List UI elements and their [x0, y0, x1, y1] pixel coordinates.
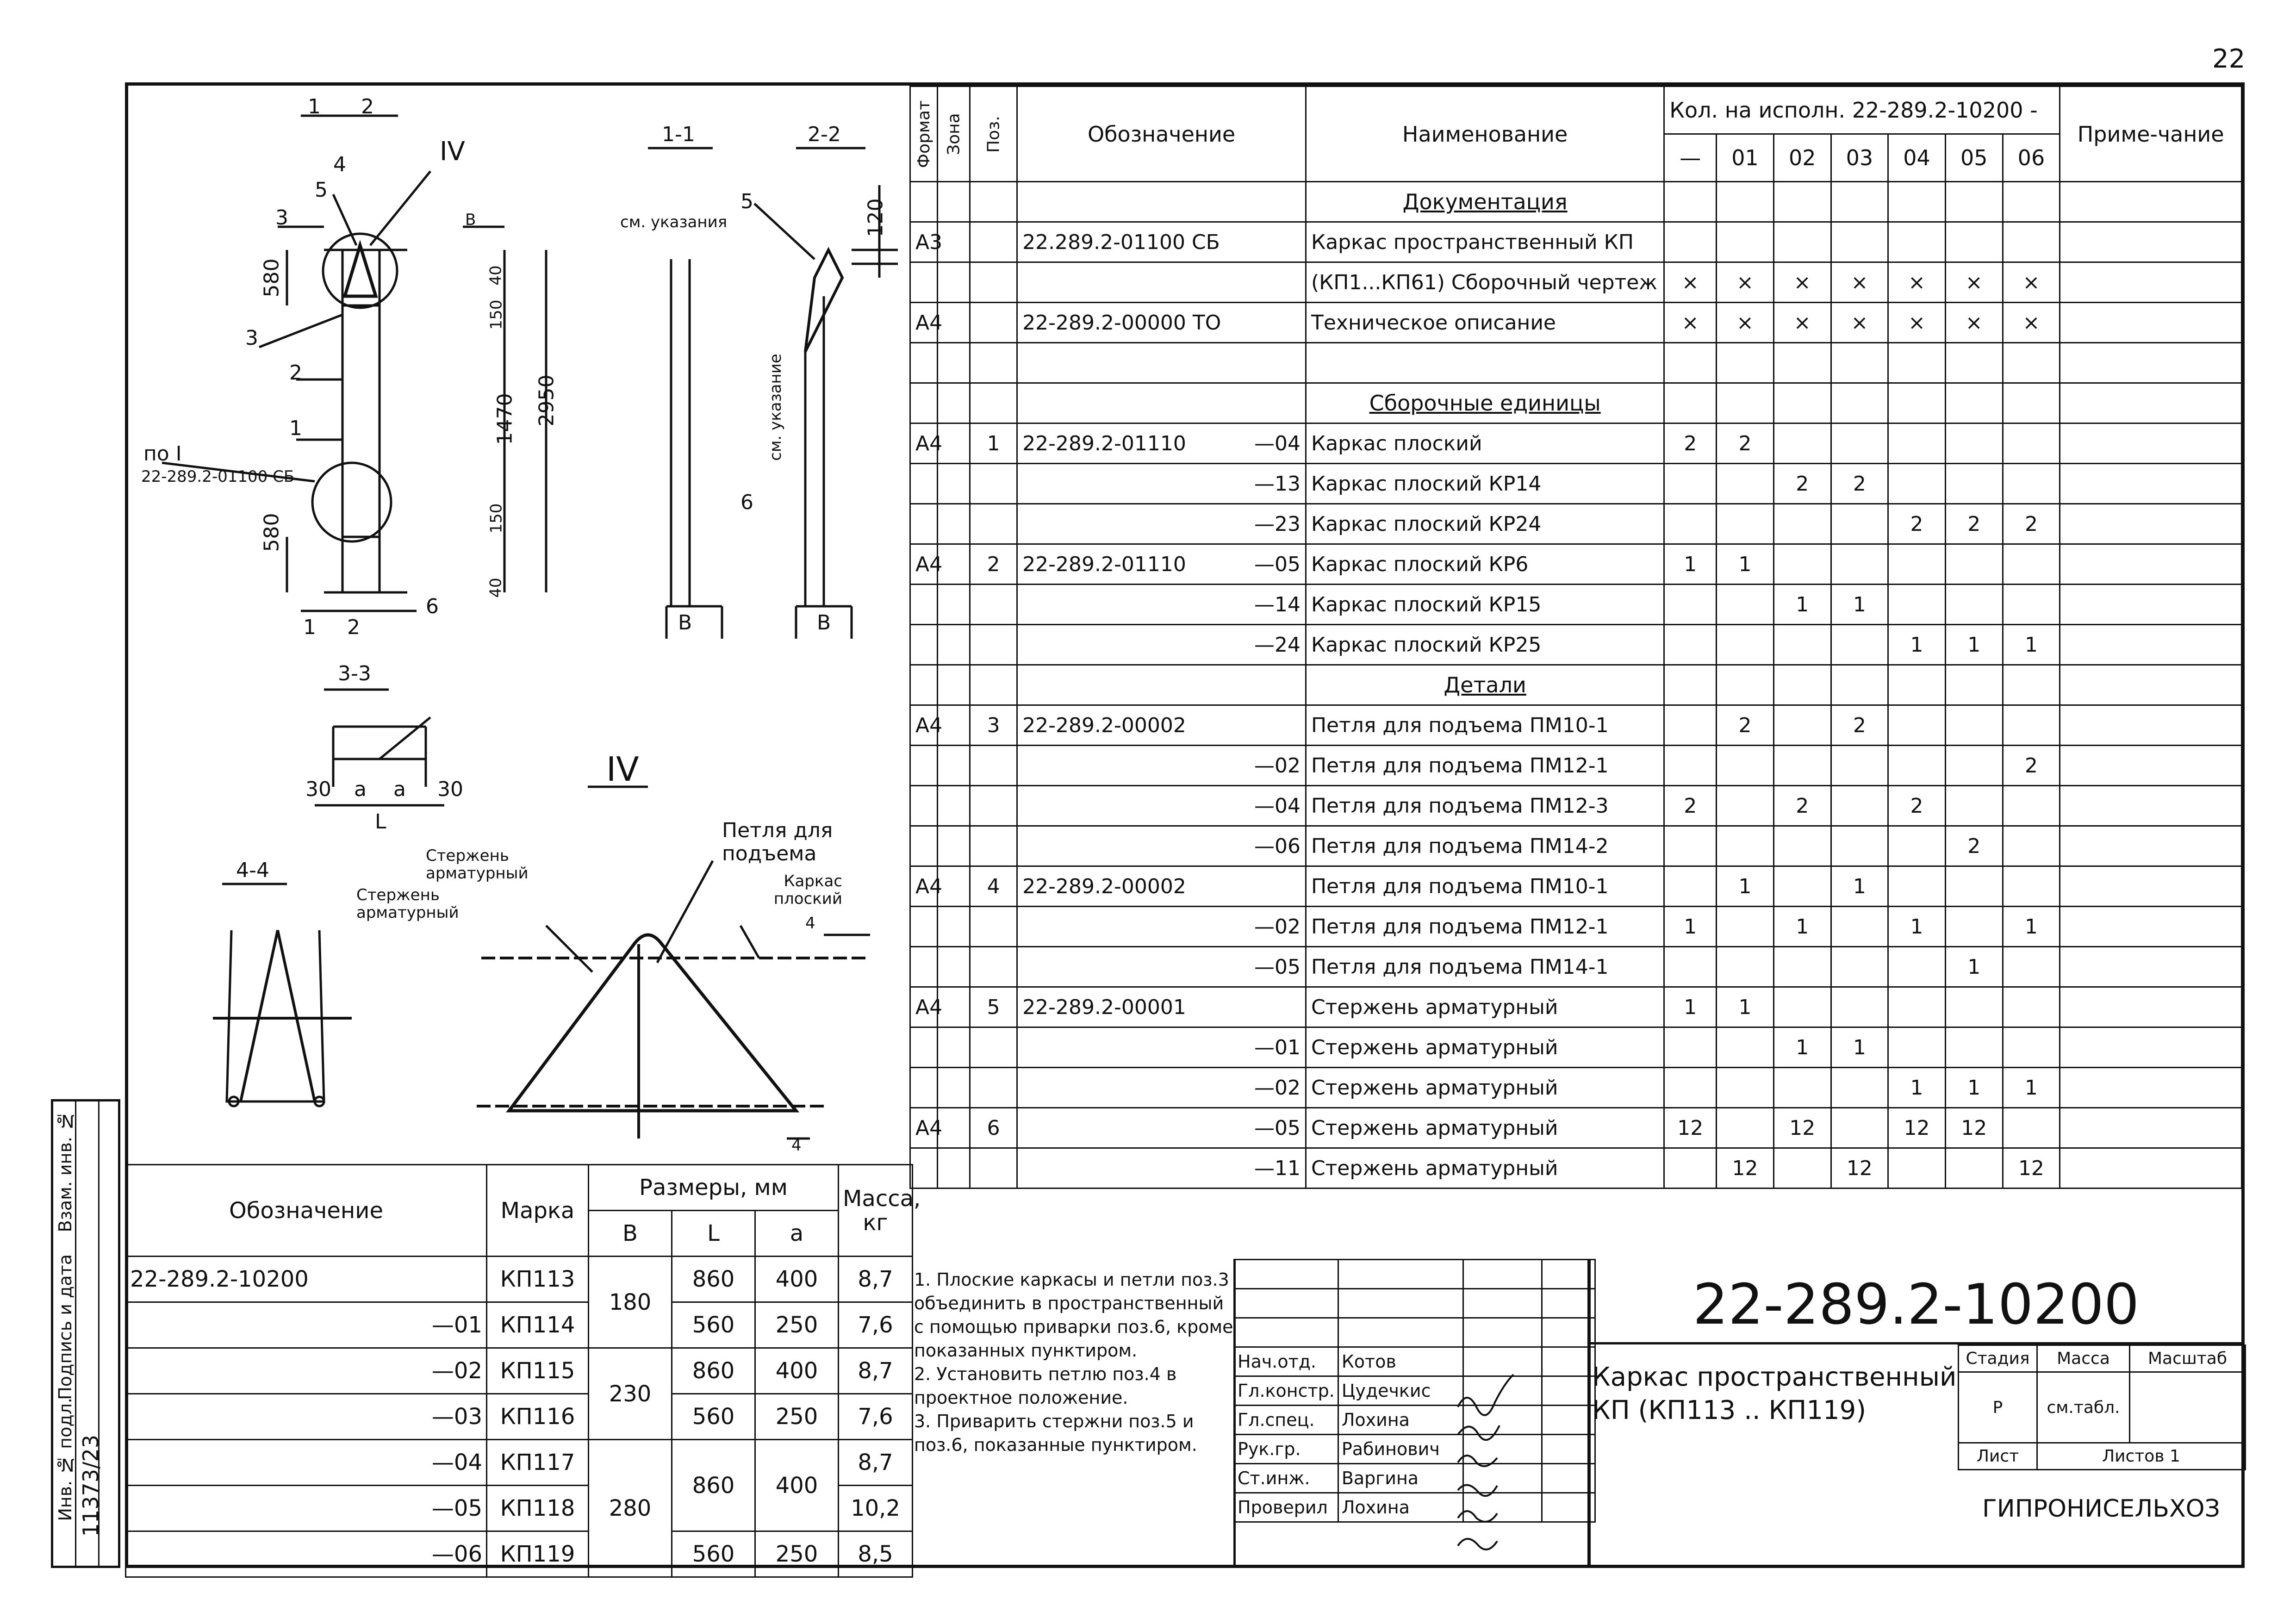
spec-cell-qty: 2	[2003, 746, 2060, 786]
pos-label-3: 3	[275, 206, 288, 230]
dims-cell-a: 400	[755, 1440, 839, 1531]
section-label-1-1: 1-1	[662, 123, 695, 146]
label-rod-1: Стержень арматурный	[426, 846, 529, 883]
sig-role: Нач.отд.	[1234, 1347, 1338, 1376]
dims-header-sizes: Размеры, мм	[589, 1165, 839, 1211]
designation-suffix: —14	[1254, 592, 1300, 616]
dims-cell-mark: КП119	[487, 1531, 589, 1577]
pos-label-1c: 1	[303, 616, 316, 639]
sig-name: Лохина	[1338, 1493, 1463, 1522]
sig-name: Варгина	[1338, 1464, 1463, 1493]
spec-cell-name: Сборочные единицы	[1306, 383, 1664, 423]
dims-cell-mass: 8,5	[839, 1531, 913, 1577]
stamp-replace-inv: Взам. инв. №	[55, 1111, 75, 1232]
spec-cell-qty: 2	[1945, 826, 2003, 866]
dims-cell-mass: 8,7	[839, 1348, 913, 1394]
dims-cell-mark: КП115	[487, 1348, 589, 1394]
designation-main: 22-289.2-00000 ТО	[1022, 311, 1221, 335]
document-number: 22-289.2-10200	[1692, 1273, 2140, 1337]
label-loop: Петля для подъема	[722, 819, 833, 865]
designation-suffix: —24	[1254, 633, 1300, 657]
spec-cell-name: Каркас плоский КР14	[1306, 464, 1664, 504]
spec-cell-name: Каркас плоский	[1306, 423, 1664, 464]
designation-suffix: —06	[1254, 834, 1300, 858]
spec-cell-name: Стержень арматурный	[1306, 1108, 1664, 1148]
side-stamp	[51, 1099, 120, 1568]
dim-2950: 2950	[535, 374, 559, 427]
mass-value: см.табл.	[2037, 1372, 2130, 1443]
dim-4b: 4	[791, 1136, 802, 1155]
spec-cell-qty: 12	[1888, 1108, 1946, 1148]
designation-suffix: —04	[1254, 794, 1300, 818]
dim-b-small: 6	[426, 595, 439, 618]
spec-cell-format: А4	[910, 303, 938, 343]
spec-cell-name: Документация	[1306, 182, 1664, 222]
spec-cell-name: Стержень арматурный	[1306, 987, 1664, 1027]
dims-cell-a: 250	[755, 1394, 839, 1440]
spec-cell-qty: 12	[2003, 1148, 2060, 1188]
spec-cell-qty: ×	[1888, 303, 1946, 343]
stamp-sign-date: Подпись и дата	[55, 1254, 75, 1400]
dims-cell-des: —06	[126, 1531, 487, 1577]
spec-cell-pos: 5	[970, 987, 1017, 1027]
dim-l: L	[375, 810, 386, 834]
spec-cell-qty: 12	[1831, 1148, 1888, 1188]
dims-cell-des: —01	[126, 1302, 487, 1348]
designation-suffix: —05	[1254, 1116, 1300, 1140]
section-label-2-2: 2-2	[808, 123, 841, 146]
dims-cell-mass: 7,6	[839, 1302, 913, 1348]
spec-cell-pos: 4	[970, 866, 1017, 907]
spec-cell-qty: 2	[2003, 504, 2060, 544]
dims-header-a: a	[755, 1211, 839, 1257]
dims-cell-des: —03	[126, 1394, 487, 1440]
object-name: Каркас пространственный КП (КП113 .. КП119)	[1592, 1362, 1957, 1425]
sig-role: Гл.констр.	[1234, 1376, 1338, 1406]
header-designation: Обозначение	[1017, 87, 1306, 182]
dims-cell-l: 860	[672, 1348, 755, 1394]
see-note-1: см. указания	[620, 213, 728, 231]
spec-cell-name: Петля для подъема ПМ10-1	[1306, 866, 1664, 907]
spec-cell-qty: 1	[1831, 1027, 1888, 1068]
dims-cell-mass: 10,2	[839, 1486, 913, 1531]
spec-cell-qty: ×	[1773, 303, 1831, 343]
spec-cell-name: Петля для подъема ПМ14-1	[1306, 947, 1664, 987]
spec-cell-format: А4	[910, 705, 938, 746]
dims-cell-l: 860	[672, 1257, 755, 1302]
spec-cell-qty: ×	[1664, 303, 1717, 343]
dims-cell-des: —05	[126, 1486, 487, 1531]
spec-cell-pos: 2	[970, 544, 1017, 585]
dims-cell-mark: КП118	[487, 1486, 589, 1531]
dim-a-right: a	[393, 778, 406, 801]
dim-b-1-1: B	[678, 611, 692, 635]
spec-cell-qty: 2	[1773, 464, 1831, 504]
designation-suffix: —02	[1254, 1076, 1300, 1100]
designation-suffix: —02	[1254, 753, 1300, 778]
spec-cell-qty: 1	[1717, 544, 1774, 585]
spec-cell-qty: 1	[1945, 1068, 2003, 1108]
dim-580-top: 580	[260, 258, 284, 298]
dims-cell-mark: КП117	[487, 1440, 589, 1486]
dim-4a: 4	[805, 914, 815, 933]
dim-b-2-2: B	[817, 611, 831, 635]
dim-a-left: a	[354, 778, 367, 801]
designation-main: 22-289.2-01110	[1022, 431, 1186, 455]
spec-cell-qty: 1	[1773, 585, 1831, 625]
dims-cell-mass: 8,7	[839, 1257, 913, 1302]
see-note-2: см. указание	[766, 354, 785, 461]
spec-cell-qty: 2	[1717, 423, 1774, 464]
designation-suffix: —11	[1254, 1156, 1300, 1180]
dims-cell-l: 560	[672, 1531, 755, 1577]
dims-header-mark: Марка	[487, 1165, 589, 1257]
spec-cell-qty: ×	[1773, 262, 1831, 303]
pos-6-label: 6	[740, 491, 753, 514]
dims-cell-a: 400	[755, 1348, 839, 1394]
spec-cell-qty: 1	[1888, 907, 1946, 947]
header-zone: Зона	[938, 87, 970, 182]
pos-label-2c: 2	[347, 616, 360, 639]
dims-cell-des: 22-289.2-10200	[126, 1257, 487, 1302]
spec-cell-qty: 1	[1717, 987, 1774, 1027]
header-variant: 02	[1773, 134, 1831, 182]
spec-cell-name: Петля для подъема ПМ14-2	[1306, 826, 1664, 866]
spec-cell-qty: 1	[1945, 625, 2003, 665]
spec-cell-pos: 6	[970, 1108, 1017, 1148]
stage-value: Р	[1959, 1372, 2037, 1443]
spec-cell-qty: 1	[1717, 866, 1774, 907]
pos-label-4: 4	[333, 153, 346, 176]
sig-role: Гл.спец.	[1234, 1406, 1338, 1435]
spec-cell-name: Каркас пространственный КП	[1306, 222, 1664, 262]
spec-cell-qty: 2	[1831, 705, 1888, 746]
spec-cell-qty: ×	[2003, 262, 2060, 303]
header-variant: 05	[1945, 134, 2003, 182]
designation-suffix: —05	[1254, 552, 1300, 576]
designation-main: 22-289.2-00002	[1022, 874, 1186, 898]
pos-label-1b: 1	[289, 417, 302, 440]
spec-cell-pos: 1	[970, 423, 1017, 464]
spec-cell-pos: 3	[970, 705, 1017, 746]
stamp-inv-orig: Инв. № подл.	[55, 1398, 75, 1521]
spec-cell-qty: 1	[1773, 907, 1831, 947]
spec-cell-name: Петля для подъема ПМ12-3	[1306, 786, 1664, 826]
spec-cell-qty: 1	[1945, 947, 2003, 987]
spec-cell-qty: 2	[1773, 786, 1831, 826]
note-item: 3. Приварить стержни поз.5 и поз.6, показанные пунктиром.	[914, 1411, 1197, 1455]
dims-header-mass: Масса, кг	[839, 1165, 913, 1257]
spec-cell-qty: ×	[1945, 303, 2003, 343]
spec-cell-format: А3	[910, 222, 938, 262]
spec-cell-qty: ×	[2003, 303, 2060, 343]
spec-cell-qty: 2	[1945, 504, 2003, 544]
stamp-inv-value: 11373/23	[78, 1435, 103, 1537]
spec-cell-format: А4	[910, 423, 938, 464]
spec-cell-qty: 12	[1717, 1148, 1774, 1188]
spec-cell-qty: 1	[1773, 1027, 1831, 1068]
designation-main: 22-289.2-00002	[1022, 713, 1186, 737]
pos-label-5: 5	[315, 178, 328, 202]
sig-name: Цудечкис	[1338, 1376, 1463, 1406]
header-qty: Кол. на исполн. 22-289.2-10200 -	[1664, 87, 2060, 134]
spec-cell-name: Петля для подъема ПМ10-1	[1306, 705, 1664, 746]
header-variant: —	[1664, 134, 1717, 182]
header-variant: 04	[1888, 134, 1946, 182]
spec-cell-qty: ×	[1831, 303, 1888, 343]
spec-cell-name: Каркас плоский КР15	[1306, 585, 1664, 625]
sheets-label: Листов 1	[2037, 1443, 2246, 1470]
dims-cell-l: 560	[672, 1394, 755, 1440]
dims-cell-a: 400	[755, 1257, 839, 1302]
stage-label: Стадия	[1959, 1345, 2037, 1372]
designation-suffix: —13	[1254, 472, 1300, 496]
dims-cell-mark: КП114	[487, 1302, 589, 1348]
header-variant: 06	[2003, 134, 2060, 182]
sheet-number: 22	[2212, 44, 2246, 74]
spec-cell-qty: ×	[1717, 303, 1774, 343]
view-label-iv: IV	[606, 750, 639, 789]
spec-cell-qty: 12	[1773, 1108, 1831, 1148]
spec-cell-name: Техническое описание	[1306, 303, 1664, 343]
spec-cell-qty: 1	[2003, 1068, 2060, 1108]
spec-cell-qty: ×	[1717, 262, 1774, 303]
spec-cell-qty: 2	[1831, 464, 1888, 504]
dims-cell-b: 180	[589, 1257, 672, 1348]
scale-value	[2130, 1372, 2246, 1443]
designation-suffix: —04	[1254, 431, 1300, 455]
dims-header-b: B	[589, 1211, 672, 1257]
spec-cell-name: Каркас плоский КР6	[1306, 544, 1664, 585]
dims-cell-l: 560	[672, 1302, 755, 1348]
dims-cell-des: —04	[126, 1440, 487, 1486]
header-variant: 03	[1831, 134, 1888, 182]
pos-label-3b: 3	[245, 326, 258, 350]
designation-suffix: —23	[1254, 512, 1300, 536]
header-pos: Поз.	[970, 87, 1017, 182]
sig-role: Проверил	[1234, 1493, 1338, 1522]
spec-cell-format: А4	[910, 987, 938, 1027]
designation-suffix: —05	[1254, 955, 1300, 979]
spec-cell-qty: 1	[2003, 907, 2060, 947]
spec-cell-name: (КП1...КП61) Сборочный чертеж	[1306, 262, 1664, 303]
spec-cell-qty: 2	[1664, 423, 1717, 464]
spec-cell-qty: 1	[2003, 625, 2060, 665]
sig-name: Лохина	[1338, 1406, 1463, 1435]
dims-cell-b: 230	[589, 1348, 672, 1440]
dims-cell-mass: 7,6	[839, 1394, 913, 1440]
spec-cell-qty: 1	[1664, 907, 1717, 947]
spec-cell-qty: 12	[1945, 1108, 2003, 1148]
section-label-3-3: 3-3	[338, 662, 371, 685]
spec-cell-qty: 12	[1664, 1108, 1717, 1148]
dims-cell-l: 860	[672, 1440, 755, 1531]
dim-30-right: 30	[437, 778, 463, 801]
spec-cell-qty: 2	[1717, 705, 1774, 746]
spec-cell-name: Каркас плоский КР24	[1306, 504, 1664, 544]
dims-header-l: L	[672, 1211, 755, 1257]
spec-cell-qty: 2	[1888, 504, 1946, 544]
spec-cell-format: А4	[910, 866, 938, 907]
sig-role: Ст.инж.	[1234, 1464, 1338, 1493]
dims-cell-des: —02	[126, 1348, 487, 1394]
designation-main: 22-289.2-01110	[1022, 552, 1186, 576]
dims-header-designation: Обозначение	[126, 1165, 487, 1257]
pos-label-1: 1	[308, 95, 321, 118]
dims-cell-mark: КП116	[487, 1394, 589, 1440]
designation-suffix: —01	[1254, 1035, 1300, 1059]
spec-cell-name: Стержень арматурный	[1306, 1068, 1664, 1108]
view-marker-iv: IV	[440, 137, 465, 167]
spec-cell-name: Детали	[1306, 665, 1664, 705]
spec-cell-qty: 1	[1888, 1068, 1946, 1108]
pos-label-2b: 2	[289, 361, 302, 385]
organization-name: ГИПРОНИСЕЛЬХОЗ	[1982, 1495, 2220, 1523]
pos-label-2: 2	[361, 95, 374, 118]
dim-40-top: 40	[486, 265, 505, 286]
header-variant: 01	[1717, 134, 1774, 182]
dims-cell-mass: 8,7	[839, 1440, 913, 1486]
spec-cell-qty: 1	[1888, 625, 1946, 665]
designation-main: 22-289.2-00001	[1022, 995, 1186, 1019]
dim-30-left: 30	[305, 778, 331, 801]
spec-cell-qty: 2	[1664, 786, 1717, 826]
dim-150-top: 150	[487, 299, 506, 330]
label-rod-2: Стержень арматурный	[356, 886, 459, 922]
spec-cell-qty: ×	[1945, 262, 2003, 303]
spec-cell-name: Стержень арматурный	[1306, 1027, 1664, 1068]
dims-cell-b: 280	[589, 1440, 672, 1577]
signature-divider	[1233, 1259, 1236, 1568]
sig-name: Рабинович	[1338, 1435, 1463, 1464]
pos-5-label: 5	[740, 190, 753, 213]
scale-label: Масштаб	[2130, 1345, 2246, 1372]
sheet-label: Лист	[1959, 1443, 2037, 1470]
spec-cell-qty: 1	[1664, 987, 1717, 1027]
dim-120: 120	[864, 198, 888, 237]
designation-suffix: —02	[1254, 915, 1300, 939]
dims-cell-a: 250	[755, 1302, 839, 1348]
spec-cell-name: Стержень арматурный	[1306, 1148, 1664, 1188]
header-name: Наименование	[1306, 87, 1664, 182]
sig-name: Котов	[1338, 1347, 1463, 1376]
mass-label: Масса	[2037, 1345, 2130, 1372]
spec-cell-qty: ×	[1888, 262, 1946, 303]
dims-cell-mark: КП113	[487, 1257, 589, 1302]
note-ref-i: по I	[143, 442, 182, 466]
spec-cell-qty: 2	[1888, 786, 1946, 826]
note-ref-doc: 22-289.2-01100 СБ	[141, 467, 295, 486]
note-item: 2. Установить петлю поз.4 в проектное положение.	[914, 1364, 1177, 1408]
spec-cell-qty: ×	[1831, 262, 1888, 303]
dims-cell-a: 250	[755, 1531, 839, 1577]
spec-cell-qty: 1	[1831, 585, 1888, 625]
note-item: 1. Плоские каркасы и петли поз.3 объединить в пространственный с помощью приварки поз.6, кроме показанных пунктиром.	[914, 1269, 1233, 1361]
spec-cell-name: Каркас плоский КР25	[1306, 625, 1664, 665]
dim-150-bottom: 150	[487, 503, 506, 534]
spec-cell-qty: 1	[1831, 866, 1888, 907]
sig-role: Рук.гр.	[1234, 1435, 1338, 1464]
spec-cell-format: А4	[910, 544, 938, 585]
dim-40-bottom: 40	[486, 578, 505, 598]
spec-cell-name: Петля для подъема ПМ12-1	[1306, 907, 1664, 947]
section-label-4-4: 4-4	[236, 859, 269, 882]
spec-cell-name: Петля для подъема ПМ12-1	[1306, 746, 1664, 786]
dim-label-3-8: B	[465, 211, 476, 229]
spec-cell-qty: 1	[1664, 544, 1717, 585]
header-note: Приме-чание	[2060, 87, 2242, 182]
designation-main: 22.289.2-01100 СБ	[1022, 230, 1220, 254]
spec-cell-qty: ×	[1664, 262, 1717, 303]
stage-table	[1958, 1344, 2246, 1470]
dim-580-bottom: 580	[260, 513, 284, 552]
header-format: Формат	[910, 87, 938, 182]
dim-1470: 1470	[493, 393, 517, 445]
label-frame: Каркас плоский	[773, 872, 842, 908]
spec-cell-format: А4	[910, 1108, 938, 1148]
